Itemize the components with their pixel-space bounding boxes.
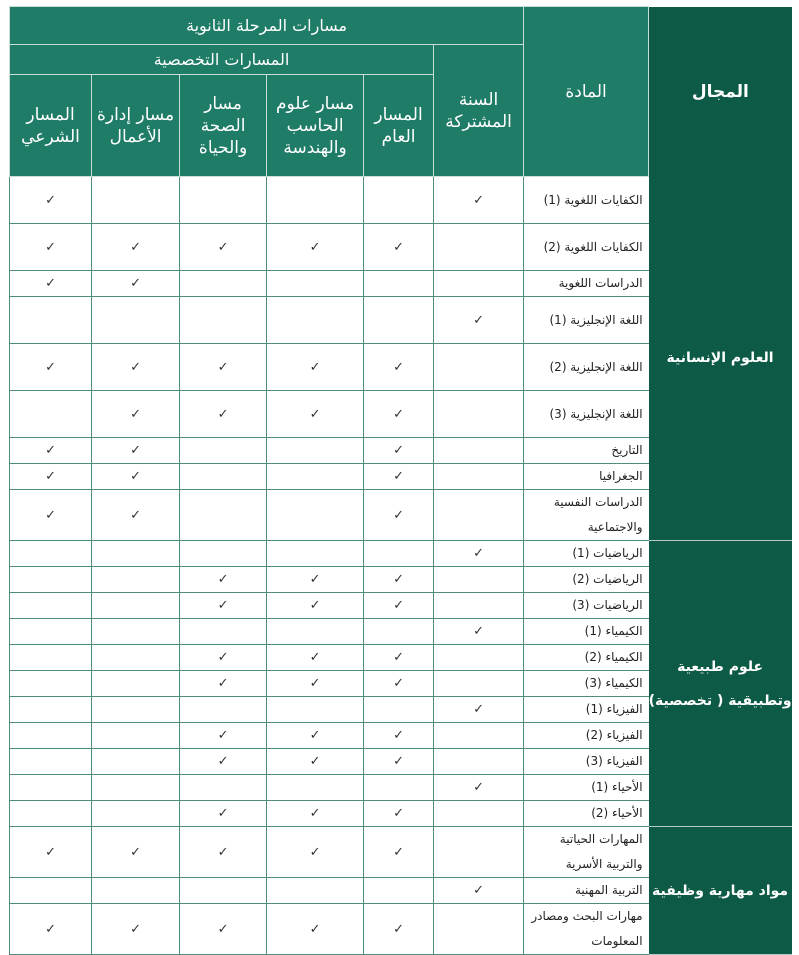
track-check-cell bbox=[180, 271, 267, 297]
domain-cell: مواد مهارية وظيفية bbox=[649, 827, 792, 955]
track-check-cell bbox=[180, 749, 267, 775]
track-check-cell bbox=[434, 749, 524, 775]
check-mark-icon: ✓ bbox=[473, 883, 485, 898]
track-check-cell bbox=[92, 671, 180, 697]
check-mark-icon: ✓ bbox=[45, 276, 56, 291]
track-check-cell bbox=[364, 801, 434, 827]
track-check-cell bbox=[434, 464, 524, 490]
subject-cell: الرياضيات (1) bbox=[524, 541, 649, 567]
track-check-cell bbox=[267, 177, 364, 224]
check-mark-icon: ✓ bbox=[393, 598, 405, 613]
track-check-cell bbox=[267, 619, 364, 645]
track-check-cell bbox=[92, 593, 180, 619]
track-check-cell bbox=[267, 749, 364, 775]
check-mark-icon: ✓ bbox=[393, 359, 405, 375]
check-mark-icon: ✓ bbox=[393, 443, 405, 458]
track-check-cell bbox=[180, 297, 267, 344]
track-check-cell bbox=[180, 827, 267, 878]
table-body bbox=[10, 177, 792, 955]
track-check-cell bbox=[10, 619, 92, 645]
track-check-cell bbox=[92, 878, 180, 904]
track-check-cell bbox=[364, 224, 434, 271]
track-check-cell bbox=[267, 723, 364, 749]
check-mark-icon: ✓ bbox=[393, 806, 405, 821]
track-check-cell bbox=[180, 344, 267, 391]
track-check-cell bbox=[364, 271, 434, 297]
track-check-cell bbox=[10, 801, 92, 827]
subject-cell: الجغرافيا bbox=[524, 464, 649, 490]
check-mark-icon: ✓ bbox=[217, 598, 229, 613]
subject-cell: الدراسات النفسية والاجتماعية bbox=[524, 490, 649, 541]
track-check-cell bbox=[10, 749, 92, 775]
track-check-cell bbox=[10, 775, 92, 801]
track-header-computer-engineering: مسار علوم الحاسب والهندسة bbox=[267, 75, 364, 177]
track-check-cell bbox=[364, 438, 434, 464]
subject-cell: الكيمياء (1) bbox=[524, 619, 649, 645]
track-check-cell bbox=[364, 904, 434, 955]
track-check-cell bbox=[434, 775, 524, 801]
track-check-cell bbox=[434, 391, 524, 438]
track-check-cell bbox=[267, 541, 364, 567]
track-check-cell bbox=[180, 878, 267, 904]
check-mark-icon: ✓ bbox=[45, 844, 56, 860]
track-check-cell bbox=[434, 801, 524, 827]
subject-cell: الأحياء (2) bbox=[524, 801, 649, 827]
track-check-cell bbox=[364, 671, 434, 697]
track-check-cell bbox=[267, 271, 364, 297]
check-mark-icon: ✓ bbox=[45, 443, 56, 458]
check-mark-icon: ✓ bbox=[130, 469, 142, 484]
track-check-cell bbox=[267, 297, 364, 344]
track-check-cell bbox=[267, 827, 364, 878]
domain-column-header: المجال bbox=[649, 7, 792, 177]
track-check-cell bbox=[180, 619, 267, 645]
track-check-cell bbox=[364, 827, 434, 878]
track-check-cell bbox=[434, 438, 524, 464]
track-check-cell bbox=[92, 224, 180, 271]
subject-column-header: المادة bbox=[524, 7, 649, 177]
check-mark-icon: ✓ bbox=[309, 921, 321, 937]
check-mark-icon: ✓ bbox=[217, 406, 229, 422]
track-check-cell bbox=[180, 697, 267, 723]
track-check-cell bbox=[180, 593, 267, 619]
subject-cell: الكفايات اللغوية (1) bbox=[524, 177, 649, 224]
subject-cell: الرياضيات (2) bbox=[524, 567, 649, 593]
track-check-cell bbox=[92, 177, 180, 224]
track-check-cell bbox=[267, 464, 364, 490]
track-check-cell bbox=[364, 697, 434, 723]
track-check-cell bbox=[180, 904, 267, 955]
table-row bbox=[10, 541, 792, 567]
track-check-cell bbox=[180, 490, 267, 541]
check-mark-icon: ✓ bbox=[130, 507, 142, 523]
check-mark-icon: ✓ bbox=[309, 754, 321, 769]
check-mark-icon: ✓ bbox=[217, 921, 229, 937]
check-mark-icon: ✓ bbox=[217, 844, 229, 860]
track-check-cell bbox=[92, 438, 180, 464]
track-check-cell bbox=[364, 723, 434, 749]
track-check-cell bbox=[92, 271, 180, 297]
track-check-cell bbox=[10, 723, 92, 749]
check-mark-icon: ✓ bbox=[217, 676, 229, 691]
check-mark-icon: ✓ bbox=[130, 443, 142, 458]
track-check-cell bbox=[267, 224, 364, 271]
check-mark-icon: ✓ bbox=[217, 728, 229, 743]
track-check-cell bbox=[364, 464, 434, 490]
track-check-cell bbox=[180, 671, 267, 697]
table-row bbox=[10, 827, 792, 878]
track-check-cell bbox=[180, 438, 267, 464]
track-check-cell bbox=[10, 490, 92, 541]
track-check-cell bbox=[10, 697, 92, 723]
check-mark-icon: ✓ bbox=[393, 728, 405, 743]
subject-cell: الكيمياء (2) bbox=[524, 645, 649, 671]
check-mark-icon: ✓ bbox=[130, 921, 142, 937]
track-header-general: المسار العام bbox=[364, 75, 434, 177]
secondary-tracks-title: مسارات المرحلة الثانوية bbox=[10, 7, 524, 45]
subject-cell: اللغة الإنجليزية (2) bbox=[524, 344, 649, 391]
subject-cell: الفيزياء (2) bbox=[524, 723, 649, 749]
track-check-cell bbox=[10, 541, 92, 567]
track-check-cell bbox=[434, 619, 524, 645]
track-check-cell bbox=[10, 391, 92, 438]
check-mark-icon: ✓ bbox=[45, 239, 56, 255]
track-check-cell bbox=[10, 827, 92, 878]
check-mark-icon: ✓ bbox=[473, 624, 485, 639]
subject-cell: التاريخ bbox=[524, 438, 649, 464]
track-check-cell bbox=[267, 645, 364, 671]
track-check-cell bbox=[434, 567, 524, 593]
check-mark-icon: ✓ bbox=[309, 598, 321, 613]
track-check-cell bbox=[267, 801, 364, 827]
track-check-cell bbox=[92, 697, 180, 723]
check-mark-icon: ✓ bbox=[45, 469, 56, 484]
check-mark-icon: ✓ bbox=[393, 921, 405, 937]
check-mark-icon: ✓ bbox=[393, 507, 405, 523]
track-check-cell bbox=[434, 490, 524, 541]
track-check-cell bbox=[364, 775, 434, 801]
track-check-cell bbox=[434, 723, 524, 749]
track-check-cell bbox=[434, 344, 524, 391]
track-check-cell bbox=[267, 567, 364, 593]
track-check-cell bbox=[92, 775, 180, 801]
check-mark-icon: ✓ bbox=[309, 676, 321, 691]
check-mark-icon: ✓ bbox=[45, 921, 56, 937]
track-check-cell bbox=[434, 224, 524, 271]
check-mark-icon: ✓ bbox=[217, 806, 229, 821]
track-check-cell bbox=[364, 749, 434, 775]
track-check-cell bbox=[364, 297, 434, 344]
track-check-cell bbox=[364, 177, 434, 224]
track-check-cell bbox=[180, 541, 267, 567]
track-header-common-year: السنة المشتركة bbox=[434, 45, 524, 177]
track-check-cell bbox=[364, 541, 434, 567]
track-check-cell bbox=[10, 567, 92, 593]
track-check-cell bbox=[267, 438, 364, 464]
check-mark-icon: ✓ bbox=[217, 754, 229, 769]
check-mark-icon: ✓ bbox=[473, 546, 485, 561]
track-check-cell bbox=[92, 827, 180, 878]
track-check-cell bbox=[434, 541, 524, 567]
track-check-cell bbox=[180, 801, 267, 827]
table-row bbox=[10, 177, 792, 224]
track-check-cell bbox=[10, 464, 92, 490]
check-mark-icon: ✓ bbox=[473, 702, 485, 717]
track-check-cell bbox=[92, 567, 180, 593]
check-mark-icon: ✓ bbox=[309, 406, 321, 422]
track-check-cell bbox=[10, 297, 92, 344]
check-mark-icon: ✓ bbox=[393, 844, 405, 860]
subject-cell: التربية المهنية bbox=[524, 878, 649, 904]
track-check-cell bbox=[180, 177, 267, 224]
track-check-cell bbox=[10, 344, 92, 391]
track-check-cell bbox=[92, 490, 180, 541]
track-check-cell bbox=[364, 567, 434, 593]
subject-cell: مهارات البحث ومصادر المعلومات bbox=[524, 904, 649, 955]
subject-cell: الفيزياء (1) bbox=[524, 697, 649, 723]
subject-cell: الأحياء (1) bbox=[524, 775, 649, 801]
track-check-cell bbox=[10, 438, 92, 464]
track-check-cell bbox=[267, 697, 364, 723]
track-check-cell bbox=[434, 697, 524, 723]
subject-cell: الكيمياء (3) bbox=[524, 671, 649, 697]
check-mark-icon: ✓ bbox=[473, 780, 485, 795]
track-check-cell bbox=[92, 749, 180, 775]
subject-cell: المهارات الحياتية والتربية الأسرية bbox=[524, 827, 649, 878]
track-check-cell bbox=[267, 671, 364, 697]
tracks-table bbox=[9, 6, 792, 955]
track-check-cell bbox=[434, 904, 524, 955]
subject-cell: اللغة الإنجليزية (1) bbox=[524, 297, 649, 344]
track-check-cell bbox=[92, 801, 180, 827]
check-mark-icon: ✓ bbox=[217, 359, 229, 375]
track-check-cell bbox=[364, 645, 434, 671]
track-check-cell bbox=[10, 671, 92, 697]
check-mark-icon: ✓ bbox=[45, 192, 56, 208]
track-header-business: مسار إدارة الأعمال bbox=[92, 75, 180, 177]
track-check-cell bbox=[364, 593, 434, 619]
domain-cell: العلوم الإنسانية bbox=[649, 177, 792, 541]
table-header bbox=[10, 7, 792, 177]
check-mark-icon: ✓ bbox=[309, 650, 321, 665]
check-mark-icon: ✓ bbox=[473, 312, 485, 328]
track-check-cell bbox=[434, 593, 524, 619]
track-check-cell bbox=[92, 541, 180, 567]
check-mark-icon: ✓ bbox=[393, 406, 405, 422]
track-check-cell bbox=[267, 775, 364, 801]
subject-cell: الكفايات اللغوية (2) bbox=[524, 224, 649, 271]
check-mark-icon: ✓ bbox=[393, 469, 405, 484]
check-mark-icon: ✓ bbox=[217, 572, 229, 587]
track-check-cell bbox=[364, 391, 434, 438]
track-check-cell bbox=[364, 490, 434, 541]
track-header-sharia: المسار الشرعي bbox=[10, 75, 92, 177]
track-check-cell bbox=[267, 490, 364, 541]
track-check-cell bbox=[92, 344, 180, 391]
track-check-cell bbox=[267, 391, 364, 438]
track-check-cell bbox=[180, 775, 267, 801]
check-mark-icon: ✓ bbox=[45, 507, 56, 523]
track-check-cell bbox=[92, 391, 180, 438]
track-check-cell bbox=[180, 645, 267, 671]
track-check-cell bbox=[434, 645, 524, 671]
track-check-cell bbox=[92, 904, 180, 955]
domain-cell: علوم طبيعية وتطبيقية ( تخصصية) bbox=[649, 541, 792, 827]
check-mark-icon: ✓ bbox=[45, 359, 56, 375]
track-check-cell bbox=[434, 827, 524, 878]
track-check-cell bbox=[10, 177, 92, 224]
track-check-cell bbox=[364, 619, 434, 645]
track-check-cell bbox=[10, 645, 92, 671]
check-mark-icon: ✓ bbox=[393, 676, 405, 691]
check-mark-icon: ✓ bbox=[309, 806, 321, 821]
check-mark-icon: ✓ bbox=[309, 359, 321, 375]
track-check-cell bbox=[180, 567, 267, 593]
check-mark-icon: ✓ bbox=[393, 650, 405, 665]
track-header-health-life: مسار الصحة والحياة bbox=[180, 75, 267, 177]
track-check-cell bbox=[92, 645, 180, 671]
check-mark-icon: ✓ bbox=[393, 572, 405, 587]
check-mark-icon: ✓ bbox=[130, 406, 142, 422]
track-check-cell bbox=[364, 344, 434, 391]
check-mark-icon: ✓ bbox=[393, 239, 405, 255]
track-check-cell bbox=[267, 593, 364, 619]
track-check-cell bbox=[180, 723, 267, 749]
check-mark-icon: ✓ bbox=[217, 650, 229, 665]
track-check-cell bbox=[10, 593, 92, 619]
track-check-cell bbox=[434, 671, 524, 697]
check-mark-icon: ✓ bbox=[393, 754, 405, 769]
track-check-cell bbox=[267, 344, 364, 391]
check-mark-icon: ✓ bbox=[309, 239, 321, 255]
track-check-cell bbox=[10, 904, 92, 955]
track-check-cell bbox=[434, 271, 524, 297]
track-check-cell bbox=[180, 464, 267, 490]
track-check-cell bbox=[92, 723, 180, 749]
track-check-cell bbox=[180, 391, 267, 438]
check-mark-icon: ✓ bbox=[309, 728, 321, 743]
subject-cell: الدراسات اللغوية bbox=[524, 271, 649, 297]
track-check-cell bbox=[364, 878, 434, 904]
track-check-cell bbox=[10, 878, 92, 904]
check-mark-icon: ✓ bbox=[130, 276, 142, 291]
check-mark-icon: ✓ bbox=[217, 239, 229, 255]
track-check-cell bbox=[92, 297, 180, 344]
specialized-tracks-title: المسارات التخصصية bbox=[10, 45, 434, 75]
check-mark-icon: ✓ bbox=[130, 844, 142, 860]
subject-cell: اللغة الإنجليزية (3) bbox=[524, 391, 649, 438]
check-mark-icon: ✓ bbox=[130, 359, 142, 375]
track-check-cell bbox=[92, 464, 180, 490]
track-check-cell bbox=[267, 878, 364, 904]
track-check-cell bbox=[10, 271, 92, 297]
subject-cell: الرياضيات (3) bbox=[524, 593, 649, 619]
track-check-cell bbox=[180, 224, 267, 271]
track-check-cell bbox=[434, 297, 524, 344]
check-mark-icon: ✓ bbox=[309, 844, 321, 860]
track-check-cell bbox=[434, 177, 524, 224]
track-check-cell bbox=[434, 878, 524, 904]
track-check-cell bbox=[92, 619, 180, 645]
track-check-cell bbox=[267, 904, 364, 955]
track-check-cell bbox=[10, 224, 92, 271]
check-mark-icon: ✓ bbox=[309, 572, 321, 587]
subject-cell: الفيزياء (3) bbox=[524, 749, 649, 775]
check-mark-icon: ✓ bbox=[130, 239, 142, 255]
check-mark-icon: ✓ bbox=[473, 192, 485, 208]
